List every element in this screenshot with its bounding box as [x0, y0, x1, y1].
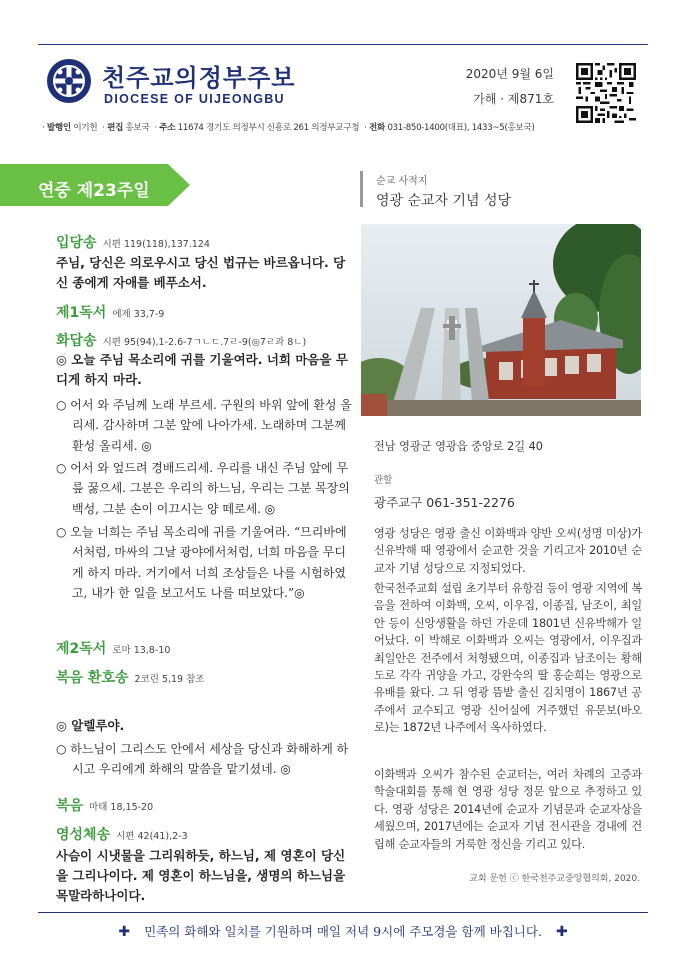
psalm-verse: ○ 어서 와 주님께 노래 부르세. 구원의 바위 앞에 환성 올리세. 감사하며 그분 앞에 나아가세. 노래하며 그분께 환성 올리세. ◎	[56, 398, 352, 453]
pilgrimage-title: 영광 순교자 기념 성당	[376, 193, 512, 209]
entrance-heading: 입당송 시편 119(118),137.124	[56, 235, 210, 251]
diocese-logo-icon	[46, 58, 92, 104]
pilgrimage-category: 순교 사적지	[376, 176, 428, 187]
bottom-rule	[38, 912, 648, 913]
imprint-line: · 발행인 이기헌 · 편집 홍보국 · 주소 11674 경기도 의정부시 신흥로 261 의정부교구청 · 전화 031-850-1400(대표), 1433~5(홍보국)	[42, 123, 535, 133]
brand-title: 천주교의정부주보	[102, 64, 296, 92]
issue-number: 가해 · 제871호	[473, 92, 554, 106]
psalm-verse: ○ 어서 와 엎드려 경배드리세. 우리를 내신 주님 앞에 무릎 꿇으세. 그분은 우리의 하느님, 우리는 그분 목장의 백성, 그분 손이 이끄시는 양 떼로세. ◎	[56, 461, 350, 516]
copyright-credit: 교회 문헌 ⓒ 한국천주교중앙협의회, 2020.	[469, 874, 640, 884]
pilgrimage-address: 전남 영광군 영광읍 중앙로 2길 40	[374, 440, 543, 453]
cross-icon: ✚	[118, 924, 131, 940]
alleluia-response: ◎ 알렐루야.	[56, 718, 125, 733]
footer-prayer: ✚ 민족의 화해와 일치를 기원하며 매일 저녁 9시에 주모경을 함께 바칩니다. ✚	[118, 924, 568, 940]
alleluia-heading: 복음 환호송 2코린 5,19 참조	[56, 670, 205, 686]
qr-code-icon[interactable]	[576, 63, 636, 123]
first-reading-heading: 제1독서 에제 33,7-9	[56, 305, 165, 321]
pilgrimage-paragraph: 이화백과 오씨가 참수된 순교터는, 여러 차례의 고증과 학술대회를 통해 현 영광 성당 정문 앞으로 추정하고 있다. 영광 성당은 2014년에 순교자 기념문과 순교자상을 세웠으며, 2017년에는 순교자 기념 전시관을 경내에 건립해 순교자들의 거룩한 정신을 기리고 있다.	[374, 768, 642, 851]
communion-heading: 영성체송 시편 42(41),2-3	[56, 827, 188, 843]
psalm-verse: ○ 오늘 너희는 주님 목소리에 귀를 기울여라. “므리바에서처럼, 마싸의 그날 광야에서처럼, 너희 마음을 무디게 하지 마라. 거기에서 너희 조상들은 나를 시험하였고, 내가 한 일을 보고서도 나를 떠보았다.”◎	[56, 525, 347, 600]
entrance-antiphon: 주님, 당신은 의로우시고 당신 법규는 바르옵니다. 당신 종에게 자애를 베푸소서.	[56, 255, 346, 290]
psalm-response: ◎ 오늘 주님 목소리에 귀를 기울여라. 너희 마음을 무디게 하지 마라.	[56, 352, 348, 387]
section-marker	[360, 171, 363, 207]
sunday-title: 연중 제23주일	[38, 181, 150, 201]
top-rule	[38, 44, 648, 45]
psalm-heading: 화답송 시편 95(94),1-2.6-7ㄱㄴㄷ.7ㄹ-9(◎7ㄹ과 8ㄴ)	[56, 333, 307, 349]
church-photo	[361, 224, 641, 416]
manager-contact: 광주교구 061-351-2276	[374, 495, 515, 510]
cross-icon: ✚	[555, 924, 568, 940]
communion-antiphon: 사슴이 시냇물을 그리워하듯, 하느님, 제 영혼이 당신을 그리나이다. 제 영혼이 하느님을, 생명의 하느님을 목말라하나이다.	[56, 848, 346, 903]
issue-date: 2020년 9월 6일	[465, 67, 554, 81]
pilgrimage-paragraph: 한국천주교회 설립 초기부터 유항검 등이 영광 지역에 복음을 전하여 이화백, 오씨, 이우집, 이종집, 남조이, 최일안 등이 신앙생활을 하던 가운데 1801년 신유박해가 일어났다. 이 박해로 이화백과 오씨는 영광에서, 이우집과 최일안은 전주에서 처형됐으며, 이종집과 남조이는 황해도로 각각 귀양을 가고, 강완숙의 딸 홍순희는 영광으로 유배를 왔다. 그 뒤 영광 뜸밭 출신 김치명이 1867년 공주에서 교수되고 영광 신어실에 거주했던 유문보(바오로)는 1872년 나주에서 옥사하였다.	[374, 582, 642, 735]
manager-label: 관할	[374, 475, 393, 486]
brand-subtitle: DIOCESE OF UIJEONGBU	[104, 92, 285, 106]
alleluia-verse: ○ 하느님이 그리스도 안에서 세상을 당신과 화해하게 하시고 우리에게 화해의 말씀을 맡기셨네. ◎	[56, 742, 349, 777]
pilgrimage-paragraph: 영광 성당은 영광 출신 이화백과 양반 오씨(성명 미상)가 신유박해 때 영광에서 순교한 것을 기리고자 2010년 순교자 기념 성당으로 지정되었다.	[374, 527, 642, 575]
gospel-heading: 복음 마태 18,15-20	[56, 798, 154, 814]
second-reading-heading: 제2독서 로마 13,8-10	[56, 641, 171, 657]
